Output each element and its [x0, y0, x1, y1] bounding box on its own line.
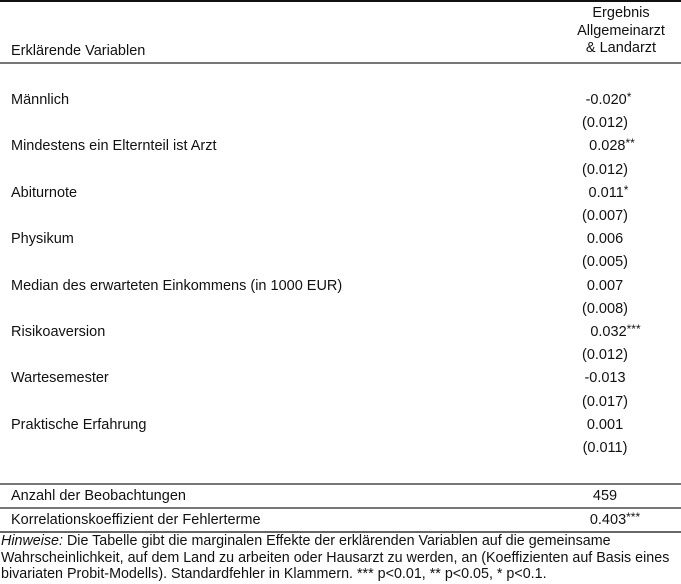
- stats-number: 459: [592, 488, 618, 504]
- column-header-line: Allgemeinarzt: [577, 22, 665, 39]
- coefficient: [560, 278, 650, 294]
- table-top-rule: [0, 0, 681, 2]
- variable-label: Physikum: [11, 231, 74, 248]
- stats-value: [570, 512, 660, 528]
- table-row-standard-error: [0, 394, 681, 417]
- variable-label: Männlich: [11, 92, 70, 108]
- table-row: [0, 182, 681, 208]
- coefficient: [564, 182, 654, 201]
- header-rule: [0, 62, 681, 64]
- stats-number: 0.403: [589, 512, 627, 528]
- standard-error: (0.012): [582, 347, 628, 364]
- significance-stars: *: [626, 90, 632, 104]
- coefficient: [564, 92, 654, 108]
- coefficient-value: 0.007: [586, 277, 624, 294]
- coefficient-value: -0.020: [585, 92, 627, 108]
- standard-error: (0.011): [582, 440, 628, 456]
- column-header-line: Ergebnis: [592, 5, 650, 21]
- column-header-result: [505, 5, 665, 58]
- variable-label: Abiturnote: [11, 184, 78, 201]
- significance-stars: **: [625, 136, 635, 151]
- table-row-standard-error: [0, 115, 681, 138]
- table-row: [0, 231, 681, 254]
- table-row: [0, 370, 681, 393]
- standard-error: (0.008): [582, 300, 628, 317]
- coefficient-value: 0.011: [588, 184, 624, 201]
- column-header-line: & Landarzt: [585, 40, 657, 56]
- table-notes: [1, 533, 681, 583]
- variable-label: Risikoaversion: [11, 324, 106, 340]
- table-row: [0, 324, 681, 347]
- standard-error: (0.007): [582, 208, 628, 224]
- coefficient: [560, 417, 650, 433]
- stats-label: Anzahl der Beobachtungen: [11, 488, 186, 504]
- coefficient-value: 0.001: [586, 416, 624, 433]
- notes-text: Die Tabelle gibt die marginalen Effekte der erklärenden Variablen auf die gemeinsame Wahrscheinlichkeit, auf dem Land zu arbeiten oder Hausarzt zu werden, an (Koeffizienten auf Basis eines bivariaten Probit-Modells). Standardfehler in Klammern. *** p<0.01, ** p<0.05, * p<0.1.: [1, 533, 670, 582]
- table-row: [0, 92, 681, 115]
- significance-stars: *: [623, 182, 629, 197]
- stats-label: Korrelationskoeffizient der Fehlerterme: [11, 512, 261, 528]
- coefficient: [560, 370, 650, 386]
- variable-label: Wartesemester: [11, 370, 109, 387]
- table-row-standard-error: [0, 254, 681, 277]
- standard-error: (0.012): [582, 115, 628, 132]
- coefficient: [571, 324, 661, 340]
- coefficient: [567, 138, 657, 154]
- variable-label: Praktische Erfahrung: [11, 416, 147, 433]
- coefficient: [560, 231, 650, 247]
- stats-value: [560, 488, 650, 504]
- notes-prefix: Hinweise:: [1, 533, 63, 549]
- coefficient-value: 0.032: [590, 324, 627, 340]
- coefficient-value: -0.013: [584, 370, 626, 387]
- coefficient-value: 0.028: [589, 138, 626, 155]
- standard-error: (0.005): [582, 254, 628, 271]
- table-row-standard-error: [0, 162, 681, 185]
- table-row: [0, 138, 681, 161]
- table-row: [0, 278, 681, 301]
- significance-stars: ***: [626, 510, 641, 524]
- table-row-standard-error: [0, 440, 681, 463]
- column-header-variables: Erklärende Variablen: [11, 43, 146, 59]
- stats-mid-rule: [0, 507, 681, 509]
- table-row-standard-error: [0, 347, 681, 370]
- table-row-standard-error: [0, 208, 681, 231]
- standard-error: (0.017): [582, 393, 628, 410]
- variable-label: Median des erwarteten Einkommens (in 1000 EUR): [11, 277, 343, 294]
- table-row: [0, 417, 681, 440]
- coefficient-value: 0.006: [586, 231, 624, 248]
- table-row-standard-error: [0, 301, 681, 324]
- variable-label: Mindestens ein Elternteil ist Arzt: [11, 138, 217, 155]
- stats-top-rule: [0, 483, 681, 485]
- significance-stars: ***: [626, 322, 641, 336]
- standard-error: (0.012): [582, 161, 628, 178]
